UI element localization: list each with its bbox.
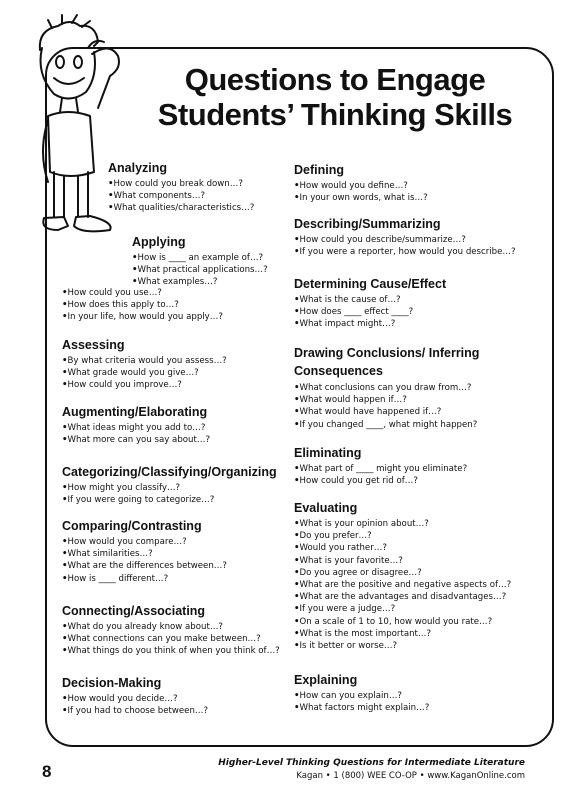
question-item: • What more can you say about…?	[62, 434, 210, 446]
section-heading: Describing/Summarizing	[294, 217, 441, 231]
question-item: • In your life, how would you apply…?	[62, 311, 223, 323]
question-item: • How would you compare…?	[62, 536, 227, 548]
question-item: • How could you break down…?	[108, 178, 254, 190]
section-heading: Decision-Making	[62, 676, 162, 690]
page-title	[125, 62, 545, 132]
footer-publisher: Kagan • 1 (800) WEE CO-OP • www.KaganOnline.com	[296, 771, 525, 781]
question-item: • How would you decide…?	[62, 693, 208, 705]
question-item: • What would have happened if…?	[294, 406, 494, 418]
question-item: • What is your favorite…?	[294, 555, 511, 567]
question-item: • What would happen if…?	[294, 394, 494, 406]
question-item: • What part of ____ might you eliminate?	[294, 463, 467, 475]
question-item: • What similarities…?	[62, 548, 227, 560]
section-connecting-associating	[62, 603, 280, 658]
question-item: • What practical applications…?	[132, 264, 268, 276]
question-item: • What examples…?	[132, 276, 268, 288]
section-comparing-contrasting	[62, 518, 227, 585]
question-item: • How could you describe/summarize…?	[294, 234, 516, 246]
section-heading: Explaining	[294, 673, 358, 687]
question-item: • On a scale of 1 to 10, how would you rate…?	[294, 616, 511, 628]
section-describing-summarizing	[294, 216, 516, 258]
section-heading: Determining Cause/Effect	[294, 277, 447, 291]
section-heading: Augmenting/Elaborating	[62, 405, 208, 419]
cartoon-student-illustration	[18, 12, 128, 262]
section-heading: Drawing Conclusions/ Inferring Consequences	[294, 346, 480, 378]
section-heading: Defining	[294, 163, 344, 177]
section-heading: Categorizing/Classifying/Organizing	[62, 465, 277, 479]
section-drawing-conclusions	[294, 344, 494, 431]
question-item: • How might you classify…?	[62, 482, 277, 494]
question-item: • How is ____ an example of…?	[132, 252, 268, 264]
section-analyzing	[108, 160, 254, 215]
question-item: • How could you use…?	[62, 287, 223, 299]
question-item: • Do you prefer…?	[294, 530, 511, 542]
section-heading: Comparing/Contrasting	[62, 519, 202, 533]
section-assessing	[62, 337, 227, 392]
title-line-2: Students’ Thinking Skills	[157, 97, 513, 132]
page-number: 8	[42, 762, 52, 781]
question-item: • Is it better or worse…?	[294, 640, 511, 652]
question-item: • Do you agree or disagree…?	[294, 567, 511, 579]
question-item: • What ideas might you add to…?	[62, 422, 210, 434]
question-item: • By what criteria would you assess…?	[62, 355, 227, 367]
title-line-1: Questions to Engage	[184, 62, 486, 97]
section-defining	[294, 162, 428, 204]
question-item: • What are the advantages and disadvantages…?	[294, 591, 511, 603]
section-applying	[132, 234, 268, 289]
section-heading: Connecting/Associating	[62, 604, 206, 618]
question-item: • What qualities/characteristics…?	[108, 202, 254, 214]
question-item: • If you had to choose between…?	[62, 705, 208, 717]
question-item: • What components…?	[108, 190, 254, 202]
question-item: • What do you already know about…?	[62, 621, 280, 633]
section-heading: Analyzing	[108, 161, 168, 175]
question-item: • If you were going to categorize…?	[62, 494, 277, 506]
question-item: • If you were a judge…?	[294, 603, 511, 615]
question-item: • What impact might…?	[294, 318, 446, 330]
question-item: • What is the cause of…?	[294, 294, 446, 306]
question-item: • What conclusions can you draw from…?	[294, 382, 494, 394]
question-item: • How does ____ effect ____?	[294, 306, 446, 318]
section-eliminating	[294, 445, 467, 487]
section-applying-continued	[62, 287, 223, 324]
section-heading: Evaluating	[294, 501, 358, 515]
question-item: • If you changed ____, what might happen?	[294, 419, 494, 431]
question-item: • How would you define…?	[294, 180, 428, 192]
section-decision-making	[62, 675, 208, 717]
footer-book-title: Higher-Level Thinking Questions for Intermediate Literature	[218, 758, 525, 768]
section-heading: Assessing	[62, 338, 125, 352]
question-item: • What things do you think of when you think of…?	[62, 645, 280, 657]
question-item: • How does this apply to…?	[62, 299, 223, 311]
section-heading: Applying	[132, 235, 186, 249]
question-item: • What connections can you make between…?	[62, 633, 280, 645]
question-item: • How could you improve…?	[62, 379, 227, 391]
question-item: • In your own words, what is…?	[294, 192, 428, 204]
section-explaining	[294, 672, 429, 714]
question-item: • What are the positive and negative aspects of…?	[294, 579, 511, 591]
section-categorizing	[62, 464, 277, 506]
question-item: • What factors might explain…?	[294, 702, 429, 714]
question-item: • What grade would you give…?	[62, 367, 227, 379]
question-item: • How is ____ different…?	[62, 573, 227, 585]
section-heading: Eliminating	[294, 446, 362, 460]
question-item: • How could you get rid of…?	[294, 475, 467, 487]
question-item: • What are the differences between…?	[62, 560, 227, 572]
question-item: • How can you explain…?	[294, 690, 429, 702]
section-evaluating	[294, 500, 511, 652]
question-item: • If you were a reporter, how would you describe…?	[294, 246, 516, 258]
question-item: • What is your opinion about…?	[294, 518, 511, 530]
question-item: • What is the most important…?	[294, 628, 511, 640]
question-item: • Would you rather…?	[294, 542, 511, 554]
section-augmenting-elaborating	[62, 404, 210, 446]
section-cause-effect	[294, 276, 446, 331]
